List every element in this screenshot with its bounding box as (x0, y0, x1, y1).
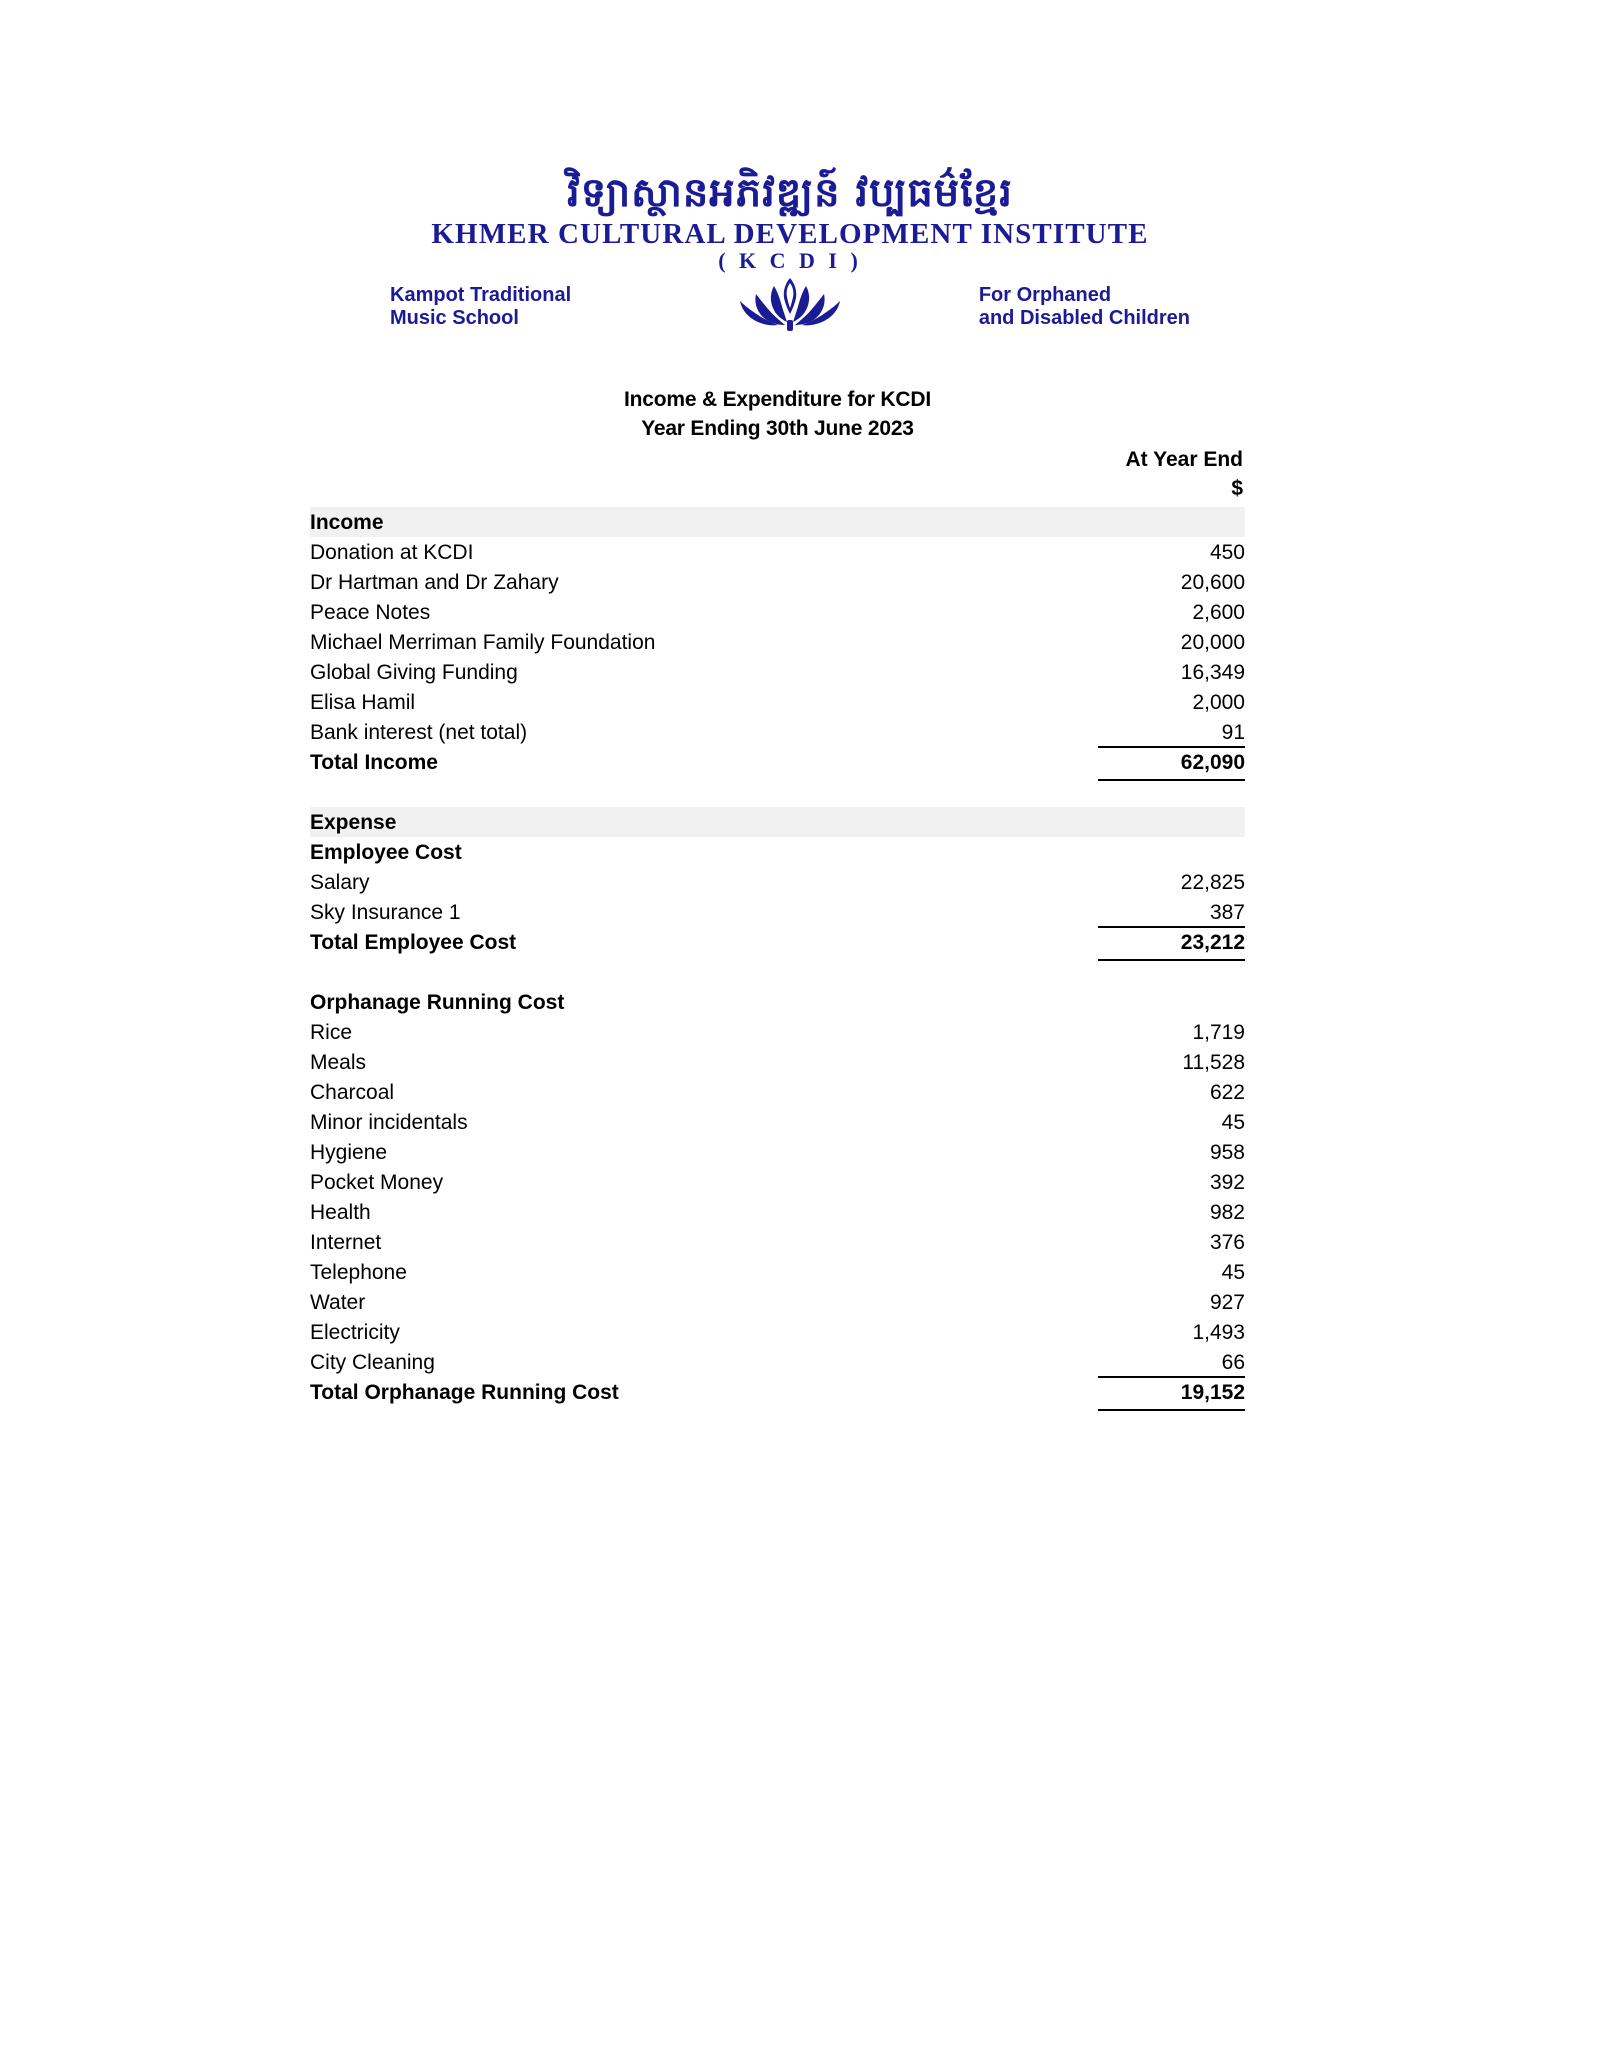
section-band-income-label: Income (310, 510, 384, 534)
section-total-income (310, 747, 1245, 777)
logo-abbreviation: ( K C D I ) (718, 248, 862, 273)
table-row (310, 657, 1245, 687)
table-row-amount: 66 (1221, 1350, 1245, 1374)
section-total-employee-cost-amount: 23,212 (1100, 932, 1245, 953)
section-band-employee-cost (310, 807, 1245, 837)
table-row-label: Bank interest (net total) (310, 720, 528, 744)
document-title-line1: Income & Expenditure for KCDI (624, 388, 931, 411)
table-row (310, 1047, 1245, 1077)
table-row (310, 1017, 1245, 1047)
table-row-amount: 450 (1209, 540, 1245, 564)
table-row (310, 1137, 1245, 1167)
table-row (310, 1347, 1245, 1377)
table-row-label: Michael Merriman Family Foundation (310, 630, 656, 654)
table-row-amount: 982 (1209, 1200, 1245, 1224)
income-expenditure-table (310, 507, 1245, 1407)
logo-right-tagline-line1: For Orphaned (978, 284, 1112, 306)
table-row (310, 1287, 1245, 1317)
section-total-income-label: Total Income (310, 750, 438, 774)
table-row-label: Rice (310, 1020, 353, 1044)
section-subheading-employee-cost-label: Employee Cost (310, 840, 462, 864)
table-row-amount: 927 (1209, 1290, 1245, 1314)
table-row-label: Salary (310, 870, 370, 894)
table-row-label: Telephone (310, 1260, 407, 1284)
table-row-amount: 387 (1209, 900, 1245, 924)
table-row-amount: 2,600 (1192, 600, 1245, 624)
table-row-amount: 91 (1221, 720, 1245, 744)
table-row (310, 597, 1245, 627)
table-row (310, 867, 1245, 897)
section-total-orphanage-running-cost-amount: 19,152 (1100, 1382, 1245, 1403)
table-row-amount: 20,600 (1180, 570, 1245, 594)
logo-right-tagline-line2: and Disabled Children (978, 307, 1190, 329)
table-row-amount: 11,528 (1182, 1050, 1245, 1074)
table-row (310, 1077, 1245, 1107)
logo-left-tagline-line1: Kampot Traditional (390, 284, 572, 306)
logo-khmer-name: វិទ្យាស្ថានអភិវឌ្ឍន៍ វប្បធម៌ខ្មែរ (567, 170, 1013, 216)
table-row-amount: 20,000 (1180, 630, 1245, 654)
table-row-label: Sky Insurance 1 (310, 900, 461, 924)
amount-column-header: At Year End (1125, 448, 1243, 471)
table-row (310, 1257, 1245, 1287)
table-row-label: Health (310, 1200, 371, 1224)
table-row-amount: 2,000 (1192, 690, 1245, 714)
table-row-label: Global Giving Funding (310, 660, 518, 684)
logo-tagline-row (390, 280, 1190, 332)
table-row-label: Pocket Money (310, 1170, 444, 1194)
section-total-income-amount: 62,090 (1100, 752, 1245, 773)
table-row (310, 1107, 1245, 1137)
table-row-amount: 392 (1209, 1170, 1245, 1194)
document-title-line2: Year Ending 30th June 2023 (641, 417, 914, 440)
section-spacer (310, 777, 1245, 807)
section-total-orphanage-running-cost (310, 1377, 1245, 1407)
section-band-employee-cost-label: Expense (310, 810, 397, 834)
table-row-label: Elisa Hamil (310, 690, 416, 714)
table-row-label: Dr Hartman and Dr Zahary (310, 570, 559, 594)
section-total-employee-cost (310, 927, 1245, 957)
lotus-flower-icon (730, 274, 850, 336)
table-row-amount: 1,493 (1192, 1320, 1245, 1344)
section-subheading-orphanage-running-cost (310, 987, 1245, 1017)
section-subheading-employee-cost (310, 837, 1245, 867)
table-row-label: Donation at KCDI (310, 540, 474, 564)
table-row-amount: 1,719 (1192, 1020, 1245, 1044)
table-row (310, 537, 1245, 567)
table-row (310, 897, 1245, 927)
table-row-label: Water (310, 1290, 366, 1314)
table-row (310, 1227, 1245, 1257)
table-row-amount: 376 (1209, 1230, 1245, 1254)
table-row-label: Minor incidentals (310, 1110, 468, 1134)
table-row-label: Electricity (310, 1320, 400, 1344)
table-row (310, 1197, 1245, 1227)
table-row-label: Meals (310, 1050, 367, 1074)
table-row-amount: 45 (1221, 1260, 1245, 1284)
section-band-income (310, 507, 1245, 537)
section-total-employee-cost-label: Total Employee Cost (310, 930, 517, 954)
table-row-label: Internet (310, 1230, 382, 1254)
logo-left-tagline (390, 284, 571, 330)
table-row-amount: 958 (1209, 1140, 1245, 1164)
table-row-label: Charcoal (310, 1080, 395, 1104)
amount-column-currency: $ (1231, 477, 1243, 500)
table-row (310, 687, 1245, 717)
table-row-amount: 16,349 (1180, 660, 1245, 684)
table-row-amount: 622 (1209, 1080, 1245, 1104)
table-row-label: Hygiene (310, 1140, 388, 1164)
section-spacer (310, 957, 1245, 987)
table-row (310, 567, 1245, 597)
table-row-label: Peace Notes (310, 600, 431, 624)
logo-english-name: KHMER CULTURAL DEVELOPMENT INSTITUTE (431, 218, 1149, 250)
section-subheading-orphanage-running-cost-label: Orphanage Running Cost (310, 990, 565, 1014)
logo-left-tagline-line2: Music School (390, 307, 519, 329)
table-row (310, 627, 1245, 657)
section-total-orphanage-running-cost-label: Total Orphanage Running Cost (310, 1380, 619, 1404)
table-row-label: City Cleaning (310, 1350, 435, 1374)
logo-right-tagline (979, 284, 1190, 330)
table-row (310, 717, 1245, 747)
table-row-amount: 45 (1221, 1110, 1245, 1134)
organization-logo (390, 168, 1190, 332)
table-row-amount: 22,825 (1180, 870, 1245, 894)
table-row (310, 1167, 1245, 1197)
table-row (310, 1317, 1245, 1347)
